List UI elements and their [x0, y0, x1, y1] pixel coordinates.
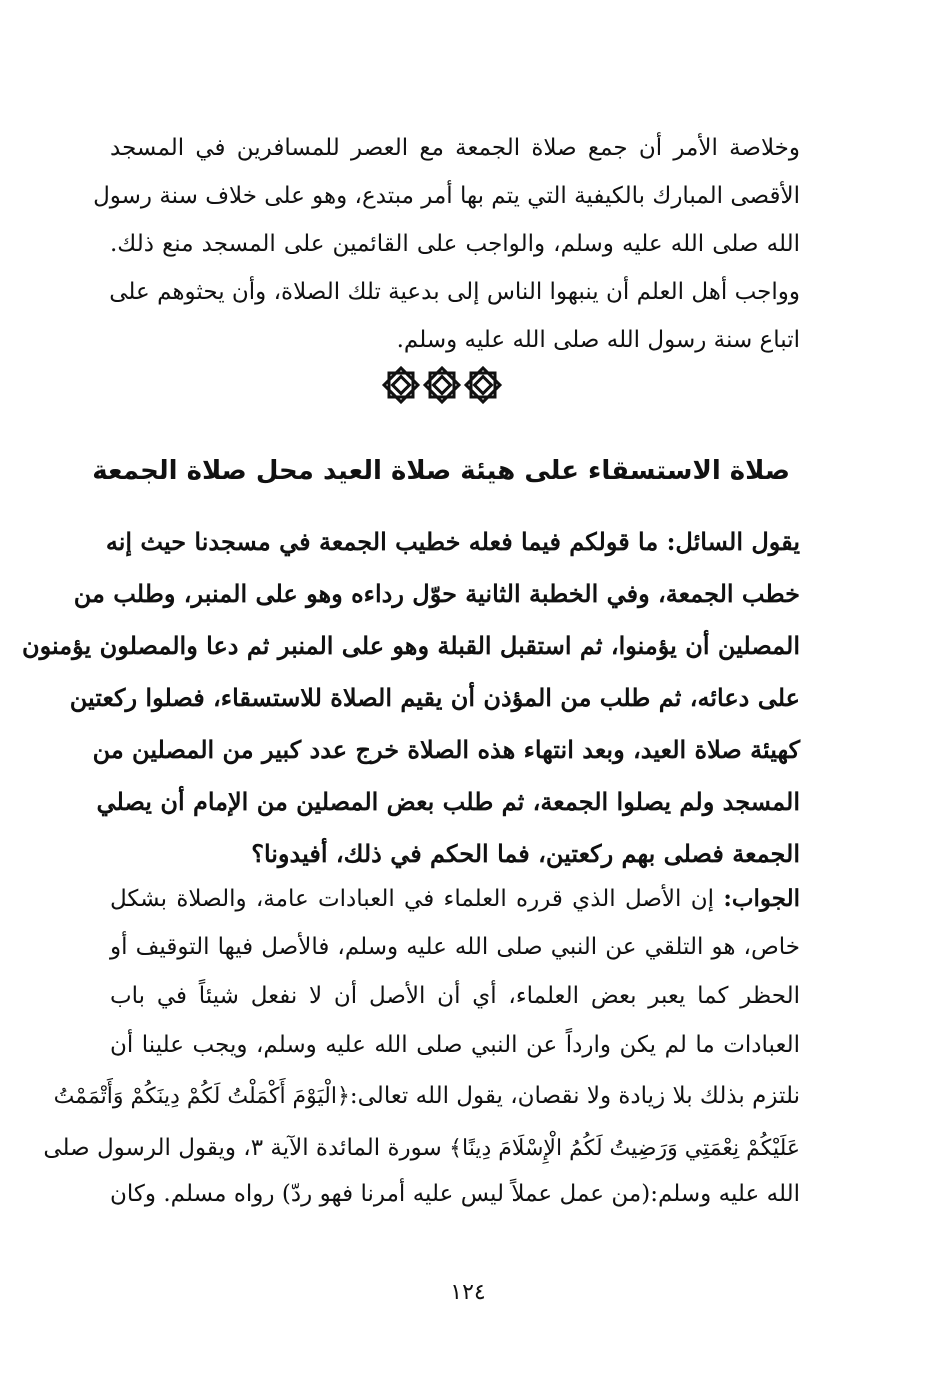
text-line: وخلاصة الأمر أن جمع صلاة الجمعة مع العصر للمسافرين في المسجد — [110, 135, 800, 161]
text-line: كهيئة صلاة العيد، وبعد انتهاء هذه الصلاة خرج عدد كبير من المصلين من — [92, 735, 800, 764]
text-line: خاص، هو التلقي عن النبي صلى الله عليه وسلم، فالأصل فيها التوقيف أو — [110, 934, 800, 960]
answer-text: نلتزم بذلك بلا زيادة ولا نقصان، يقول الله تعالى: — [349, 1083, 800, 1109]
text-line: وواجب أهل العلم أن ينبهوا الناس إلى بدعية تلك الصلاة، وأن يحثوهم على — [109, 279, 800, 305]
answer-text: سورة المائدة الآية ٣، ويقول الرسول صلى — [43, 1135, 442, 1161]
text-line — [43, 1124, 800, 1173]
quran-verse: ﴿الْيَوْمَ أَكْمَلْتُ لَكُمْ دِينَكُمْ وَأَتْمَمْتُ — [53, 1084, 350, 1109]
text-line: يقول السائل: ما قولكم فيما فعله خطيب الجمعة في مسجدنا حيث إنه — [105, 527, 800, 556]
ornament-divider-icon — [380, 362, 504, 408]
text-line: خطب الجمعة، وفي الخطبة الثانية حوّل رداءه وهو على المنبر، وطلب من — [73, 579, 800, 608]
text-line: على دعائه، ثم طلب من المؤذن أن يقيم الصلاة للاستسقاء، فصلوا ركعتين — [69, 683, 800, 712]
text-line: الأقصى المبارك بالكيفية التي يتم بها أمر مبتدع، وهو على خلاف سنة رسول — [93, 183, 800, 209]
text-line: الجمعة فصلى بهم ركعتين، فما الحكم في ذلك، أفيدونا؟ — [251, 839, 800, 868]
section-heading: صلاة الاستسقاء على هيئة صلاة العيد محل صلاة الجمعة — [92, 456, 790, 486]
text-line: الله عليه وسلم:(من عمل عملاً ليس عليه أمرنا فهو ردّ) رواه مسلم. وكان — [110, 1181, 800, 1207]
answer-text: إن الأصل الذي قرره العلماء في العبادات عامة، والصلاة بشكل — [110, 886, 715, 912]
text-line — [53, 1072, 800, 1121]
quran-verse: عَلَيْكُمْ نِعْمَتِي وَرَضِيتُ لَكُمُ الْإِسْلَامَ دِينًا﴾ — [449, 1136, 800, 1161]
text-line: المصلين أن يؤمنوا، ثم استقبل القبلة وهو على المنبر ثم دعا والمصلون يؤمنون — [22, 631, 800, 660]
text-line: العبادات ما لم يكن وارداً عن النبي صلى الله عليه وسلم، ويجب علينا أن — [110, 1032, 800, 1058]
text-line: اتباع سنة رسول الله صلى الله عليه وسلم. — [396, 327, 800, 353]
answer-label: الجواب: — [723, 885, 800, 912]
text-line: الله صلى الله عليه وسلم، والواجب على القائمين على المسجد منع ذلك. — [110, 231, 800, 257]
text-line — [110, 874, 800, 923]
text-line: المسجد ولم يصلوا الجمعة، ثم طلب بعض المصلين من الإمام أن يصلي — [96, 787, 800, 816]
page-number: ١٢٤ — [450, 1280, 486, 1305]
text-line: الحظر كما يعبر بعض العلماء، أي أن الأصل أن لا نفعل شيئاً في باب — [110, 983, 800, 1009]
